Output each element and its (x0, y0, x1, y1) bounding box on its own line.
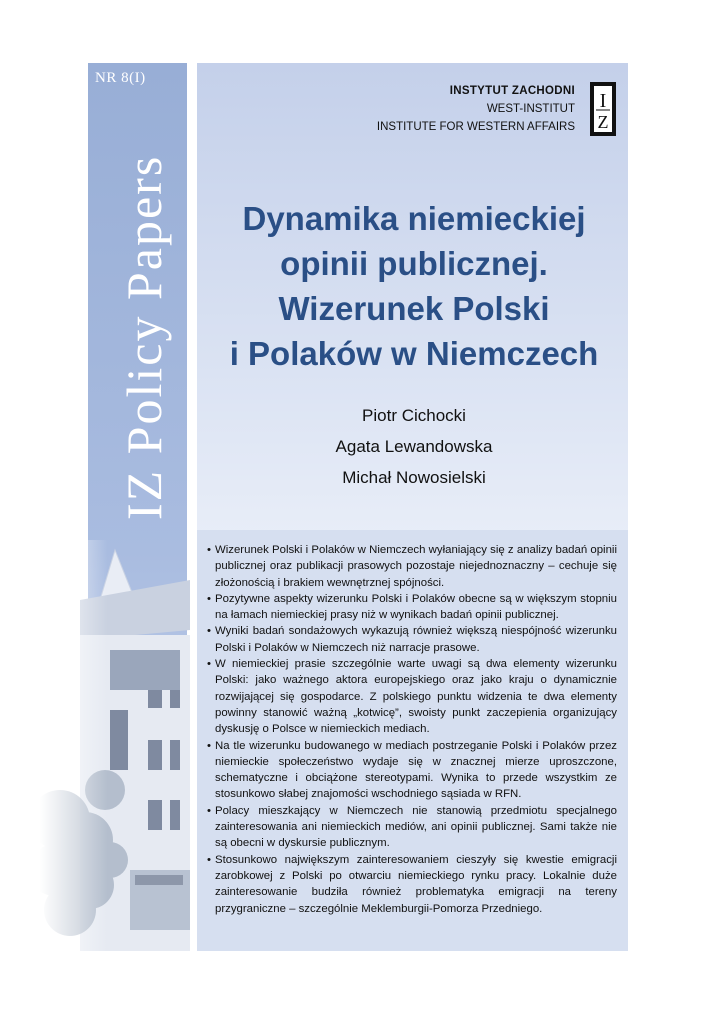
author-list (200, 400, 628, 493)
institute-name-pl: INSTYTUT ZACHODNI (449, 85, 575, 97)
abstract-bullet (207, 656, 617, 737)
abstract-bullet (207, 591, 617, 624)
bullet-dot: • (207, 625, 211, 638)
title-line: i Polaków w Niemczech (229, 335, 599, 372)
bullet-dot: • (207, 739, 211, 752)
institute-logo (590, 82, 616, 136)
series-title: IZ Policy Papers (116, 154, 172, 520)
author-name: Agata Lewandowska (335, 437, 493, 456)
institute-names (377, 82, 575, 136)
bullet-dot: • (207, 544, 211, 556)
title-line: Wizerunek Polski (278, 290, 550, 327)
svg-text:Z: Z (597, 112, 609, 132)
building-illustration (40, 540, 190, 951)
title-line: Dynamika niemieckiej (242, 200, 586, 237)
abstract-bullet-text: Wizerunek Polski i Polaków w Niemczech wyłaniający się z analizy badań opinii publicznej oraz publikacji prasowych pozostaje niejednoznaczny – cechuje się złożonością i brakiem wewnętrznej spójności. (215, 544, 617, 589)
institute-name-de: WEST-INSTITUT (486, 103, 575, 115)
abstract-bullet-text: Pozytywne aspekty wizerunku Polski i Polaków obecne są w większym stopniu na łamach niemieckiej prasy niż w wynikach badań opinii publicznej. (215, 592, 617, 622)
bullet-dot: • (207, 592, 211, 605)
abstract-bullet (207, 623, 617, 656)
svg-text:I: I (599, 90, 607, 112)
abstract-bullet-text: Na tle wizerunku budowanego w mediach postrzeganie Polski i Polaków przez niemieckie społeczeństwo wydaje się w znacznej mierze uproszczone, schematyczne i obciążone stereotypami. Wynika to przede wszystkim ze stosunkowo słabej znajomości wschodniego sąsiada w RFN. (215, 739, 617, 801)
title-line: opinii publicznej. (280, 245, 548, 282)
issue-number: NR 8(I) (95, 70, 146, 86)
abstract-bullet (207, 542, 617, 591)
author-name: Michał Nowosielski (342, 468, 486, 487)
publication-title (200, 196, 628, 376)
author-name: Piotr Cichocki (362, 406, 466, 425)
abstract-list (207, 542, 617, 917)
bullet-dot: • (207, 804, 211, 817)
abstract-bullet-text: W niemieckiej prasie szczególnie warte uwagi są dwa elementy wizerunku Polski: jako ważnego aktora europejskiego oraz jako kraju o dynamicznie rozwijającej się gospodarce. Z polskiego punktu widzenia te dwa elementy powinny stanowić ważną „kotwicę”, swoisty punkt zaczepienia organizujący dyskusję o Polsce w niemieckich mediach. (215, 658, 617, 736)
abstract-bullet-text: Polacy mieszkający w Niemczech nie stanowią przedmiotu specjalnego zainteresowania ani niemieckich mediów, ani opinii publicznej. Sami także nie są obecni w dyskursie publicznym. (215, 804, 617, 850)
abstract-bullet-text: Stosunkowo największym zainteresowaniem cieszyły się kwestie emigracji zarobkowej z Polski po otwarciu niemieckiego rynku pracy. Lokalnie duże zainteresowanie budziła również problematyka emigracji na tereny przygraniczne – szczególnie Meklemburgii-Pomorza Przedniego. (215, 853, 617, 915)
bullet-dot: • (207, 853, 211, 866)
abstract-bullet-text: Wyniki badań sondażowych wykazują również większą niespójność wizerunku Polski i Polaków w Niemczech niż narracje prasowe. (215, 625, 617, 654)
abstract-bullet (207, 803, 617, 852)
abstract-bullet (207, 852, 617, 917)
bullet-dot: • (207, 658, 211, 671)
abstract-bullet (207, 738, 617, 803)
institute-name-en: INSTITUTE FOR WESTERN AFFAIRS (376, 121, 575, 133)
logo-mark (594, 86, 612, 132)
